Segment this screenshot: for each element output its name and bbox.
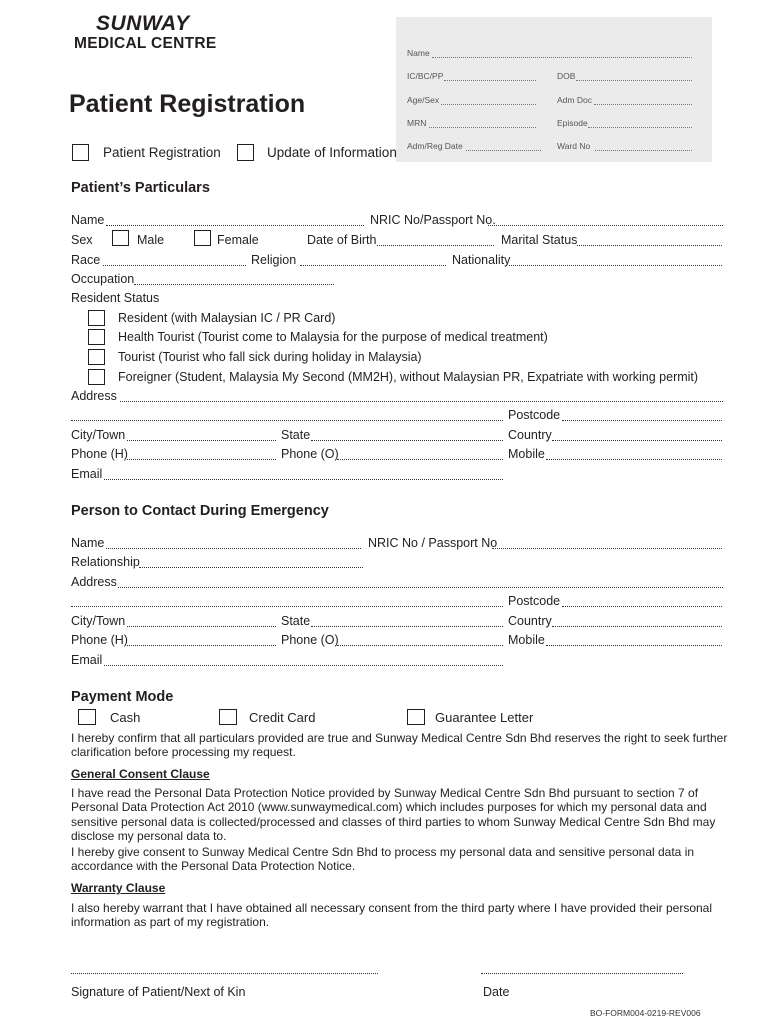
office-ward-label: Ward No: [557, 141, 591, 151]
em-state-label: State: [281, 614, 311, 628]
office-admdate-label: Adm/Reg Date: [407, 141, 463, 151]
resident-checkbox[interactable]: [88, 310, 105, 326]
patient-registration-checkbox[interactable]: [72, 144, 89, 161]
city-field[interactable]: [127, 429, 276, 441]
warranty-paragraph: I also hereby warrant that I have obtained all necessary consent from the third party where I have provided their personal information as part of my registration.: [71, 901, 713, 930]
em-mobile-field[interactable]: [546, 634, 722, 646]
office-age-label: Age/Sex: [407, 95, 440, 105]
em-country-field[interactable]: [552, 615, 722, 627]
office-mrn-label: MRN: [407, 118, 427, 128]
email-label: Email: [71, 467, 103, 481]
religion-label: Religion: [251, 253, 297, 267]
email-field[interactable]: [104, 468, 503, 480]
city-label: City/Town: [71, 428, 126, 442]
em-city-field[interactable]: [127, 615, 276, 627]
em-phone-o-label: Phone (O): [281, 633, 339, 647]
nric-label: NRIC No/Passport No.: [370, 213, 496, 227]
female-label: Female: [217, 233, 259, 247]
address-label: Address: [71, 389, 117, 403]
mobile-label: Mobile: [508, 447, 545, 461]
race-field[interactable]: [103, 254, 246, 266]
nationality-label: Nationality: [452, 253, 511, 267]
marital-field[interactable]: [577, 234, 722, 246]
form-code: BO-FORM004-0219-REV006: [590, 1008, 701, 1018]
date-field[interactable]: [481, 962, 683, 974]
em-relationship-field[interactable]: [139, 556, 363, 568]
em-phone-h-field[interactable]: [127, 634, 276, 646]
resident-label: Resident (with Malaysian IC / PR Card): [118, 311, 336, 325]
consent-paragraph-1: I have read the Personal Data Protection Notice provided by Sunway Medical Centre Sdn Bhd pursuant to section 7 of Personal Data Protection Act 2010 (www.sunwaymedical.com) which includes purposes for which my personal data and sensitive personal data is collected/processed and classes of third parties to whom Sunway Medical Centre Sdn Bhd may disclose my personal data to.: [71, 786, 716, 843]
cash-checkbox[interactable]: [78, 709, 96, 725]
warranty-heading: Warranty Clause: [71, 881, 166, 895]
update-information-label: Update of Information: [267, 145, 397, 160]
date-label: Date: [483, 985, 510, 999]
postcode-label: Postcode: [508, 408, 561, 422]
em-email-field[interactable]: [104, 654, 503, 666]
office-dob-label: DOB: [557, 71, 576, 81]
office-episode-label: Episode: [557, 118, 588, 128]
phone-o-field[interactable]: [337, 448, 503, 460]
nationality-field[interactable]: [509, 254, 722, 266]
credit-card-checkbox[interactable]: [219, 709, 237, 725]
name-label: Name: [71, 213, 105, 227]
em-state-field[interactable]: [311, 615, 503, 627]
logo-subtitle: MEDICAL CENTRE: [74, 35, 217, 52]
em-nric-label: NRIC No / Passport No: [368, 536, 498, 550]
particulars-heading: Patient’s Particulars: [71, 180, 210, 196]
confirmation-text: I hereby confirm that all particulars provided are true and Sunway Medical Centre Sdn Bhd reserves the right to seek further clarification before processing my request.: [71, 731, 728, 760]
page-title: Patient Registration: [69, 90, 306, 118]
address-field-line1[interactable]: [120, 390, 723, 402]
office-use-box: [396, 17, 712, 162]
em-phone-o-field[interactable]: [337, 634, 503, 646]
foreigner-label: Foreigner (Student, Malaysia My Second (MM2H), without Malaysian PR, Expatriate with working permit): [118, 370, 699, 384]
cash-label: Cash: [110, 710, 141, 725]
sex-label: Sex: [71, 233, 93, 247]
em-mobile-label: Mobile: [508, 633, 545, 647]
dob-label: Date of Birth: [307, 233, 377, 247]
state-label: State: [281, 428, 311, 442]
em-relationship-label: Relationship: [71, 555, 140, 569]
phone-h-label: Phone (H): [71, 447, 128, 461]
logo-brand: SUNWAY: [96, 12, 190, 35]
office-ic-label: IC/BC/PP: [407, 71, 444, 81]
em-postcode-label: Postcode: [508, 594, 561, 608]
credit-card-label: Credit Card: [249, 710, 316, 725]
male-checkbox[interactable]: [112, 230, 129, 246]
occupation-label: Occupation: [71, 272, 135, 286]
male-label: Male: [137, 233, 165, 247]
patient-registration-label: Patient Registration: [103, 145, 221, 160]
tourist-checkbox[interactable]: [88, 349, 105, 365]
em-city-label: City/Town: [71, 614, 126, 628]
marital-label: Marital Status: [501, 233, 578, 247]
em-name-field[interactable]: [106, 537, 361, 549]
tourist-label: Tourist (Tourist who fall sick during holiday in Malaysia): [118, 350, 422, 364]
postcode-field[interactable]: [562, 409, 722, 421]
resident-status-label: Resident Status: [71, 291, 160, 305]
signature-label: Signature of Patient/Next of Kin: [71, 985, 246, 999]
em-country-label: Country: [508, 614, 552, 628]
religion-field[interactable]: [300, 254, 446, 266]
em-phone-h-label: Phone (H): [71, 633, 128, 647]
health-tourist-checkbox[interactable]: [88, 329, 105, 345]
occupation-field[interactable]: [134, 273, 334, 285]
female-checkbox[interactable]: [194, 230, 211, 246]
consent-paragraph-2: I hereby give consent to Sunway Medical Centre Sdn Bhd to process my personal data and sensitive personal data in accordance with the Personal Data Protection Notice.: [71, 845, 695, 874]
address-field-line2[interactable]: [71, 409, 503, 421]
em-nric-field[interactable]: [492, 537, 722, 549]
em-email-label: Email: [71, 653, 103, 667]
guarantee-letter-checkbox[interactable]: [407, 709, 425, 725]
guarantee-letter-label: Guarantee Letter: [435, 710, 534, 725]
em-address-label: Address: [71, 575, 117, 589]
name-field[interactable]: [106, 214, 364, 226]
country-field[interactable]: [552, 429, 722, 441]
mobile-field[interactable]: [546, 448, 722, 460]
payment-heading: Payment Mode: [71, 689, 174, 705]
em-postcode-field[interactable]: [562, 595, 722, 607]
em-address-field-line2[interactable]: [71, 595, 503, 607]
office-admdoc-label: Adm Doc: [557, 95, 592, 105]
emergency-heading: Person to Contact During Emergency: [71, 503, 329, 519]
foreigner-checkbox[interactable]: [88, 369, 105, 385]
phone-h-field[interactable]: [127, 448, 276, 460]
dob-field[interactable]: [377, 234, 494, 246]
nric-field[interactable]: [488, 214, 723, 226]
health-tourist-label: Health Tourist (Tourist come to Malaysia for the purpose of medical treatment): [118, 330, 548, 344]
state-field[interactable]: [311, 429, 503, 441]
em-name-label: Name: [71, 536, 105, 550]
phone-o-label: Phone (O): [281, 447, 339, 461]
race-label: Race: [71, 253, 101, 267]
em-address-field-line1[interactable]: [118, 576, 723, 588]
office-name-label: Name: [407, 48, 430, 58]
signature-field[interactable]: [71, 962, 378, 974]
consent-heading: General Consent Clause: [71, 767, 210, 781]
country-label: Country: [508, 428, 552, 442]
update-information-checkbox[interactable]: [237, 144, 254, 161]
